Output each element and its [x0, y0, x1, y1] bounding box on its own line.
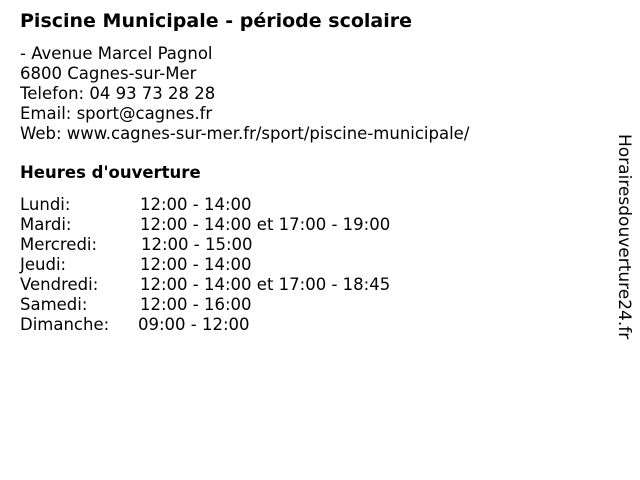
email-address: Email: sport@cagnes.fr [20, 104, 213, 123]
day-label: Jeudi: [20, 255, 67, 274]
city-address: 6800 Cagnes-sur-Mer [20, 64, 197, 83]
street-address: - Avenue Marcel Pagnol [20, 44, 213, 63]
site-watermark: Horairesdouverture24.fr [614, 134, 634, 340]
website-url: Web: www.cagnes-sur-mer.fr/sport/piscine-municipale/ [20, 124, 470, 143]
day-label: Mercredi: [20, 235, 98, 254]
day-label: Vendredi: [20, 275, 99, 294]
address-block [20, 44, 469, 144]
day-label: Dimanche: [20, 315, 110, 334]
time-value: 12:00 - 15:00 [141, 235, 253, 254]
time-value: 12:00 - 14:00 et 17:00 - 19:00 [140, 215, 391, 234]
time-value: 12:00 - 14:00 et 17:00 - 18:45 [140, 275, 391, 294]
time-value: 12:00 - 16:00 [140, 295, 252, 314]
day-label: Mardi: [20, 215, 72, 234]
page-title: Piscine Municipale - période scolaire [20, 10, 412, 32]
hours-heading: Heures d'ouverture [20, 163, 201, 182]
day-label: Lundi: [20, 195, 71, 214]
phone-number: Telefon: 04 93 73 28 28 [20, 84, 216, 103]
time-value: 12:00 - 14:00 [140, 195, 252, 214]
time-value: 09:00 - 12:00 [138, 315, 250, 334]
time-value: 12:00 - 14:00 [140, 255, 252, 274]
day-label: Samedi: [20, 295, 88, 314]
